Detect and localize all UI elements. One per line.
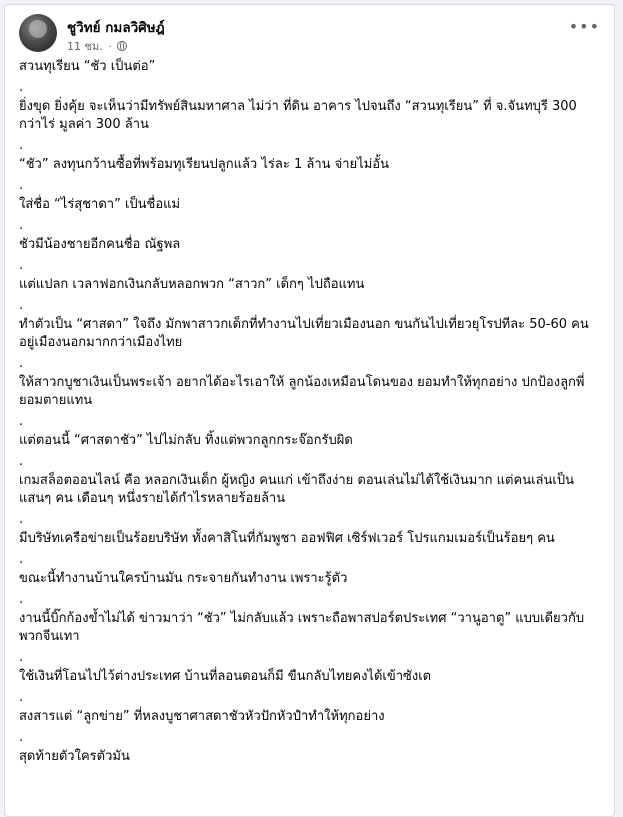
- post-paragraph: “ชัว” ลงทุนกว้านซื้อที่พร้อมทุเรียนปลูกแล้ว ไร่ละ 1 ล้าน จ่ายไม่อั้น: [19, 157, 389, 172]
- paragraph-dot: .: [19, 178, 24, 193]
- post-paragraph: ทำตัวเป็น “ศาสดา” ใจถึง มักพาสาวกเด็กที่ทำงานไปเที่ยวเมืองนอก ขนกันไปเที่ยวยุโรปทีละ 50-60 คน อยู่เมืองนอกมากกว่าเมืองไทย: [19, 317, 589, 350]
- paragraph-dot: .: [19, 454, 24, 469]
- avatar[interactable]: [19, 14, 57, 52]
- paragraph-dot: .: [19, 298, 24, 313]
- paragraph-dot: .: [19, 80, 24, 95]
- paragraph-dot: .: [19, 730, 24, 745]
- post-paragraph: แต่แปลก เวลาฟอกเงินกลับหลอกพวก “สาวก” เด็กๆ ไปถือแทน: [19, 277, 365, 292]
- paragraph-dot: .: [19, 690, 24, 705]
- post-card: [4, 4, 615, 817]
- post-header: [19, 14, 599, 54]
- globe-icon[interactable]: [117, 41, 127, 51]
- post-paragraph: มีบริษัทเครือข่ายเป็นร้อยบริษัท ทั้งคาสิโนที่กัมพูชา ออฟฟิศ เซิร์ฟเวอร์ โปรแกมเมอร์เป็นร้อยๆ คน: [19, 531, 555, 546]
- post-timestamp[interactable]: 11 ชม.: [67, 40, 103, 53]
- post-paragraph: สวนทุเรียน “ชัว เป็นต่อ”: [19, 59, 156, 74]
- paragraph-dot: .: [19, 138, 24, 153]
- author-name[interactable]: ชูวิทย์ กมลวิศิษฎ์: [67, 20, 165, 36]
- paragraph-dot: .: [19, 650, 24, 665]
- paragraph-dot: .: [19, 592, 24, 607]
- post-paragraph: สุดท้ายตัวใครตัวมัน: [19, 749, 130, 764]
- paragraph-dot: .: [19, 552, 24, 567]
- post-paragraph: งานนี้บิ๊กก้องข้ำไม่ได้ ข่าวมาว่า “ชัว” ไม่กลับแล้ว เพราะถือพาสปอร์ตประเทศ “วานูอาตู” แบบเดียวกับพวกจีนเทา: [19, 611, 585, 644]
- post-paragraph: สงสารแต่ “ลูกข่าย” ที่หลงบูชาศาสดาชัวหัวปักหัวปำทำให้ทุกอย่าง: [19, 709, 385, 724]
- post-paragraph: เกมสล็อตออนไลน์ คือ หลอกเงินเด็ก ผู้หญิง คนแก่ เข้าถึงง่าย ตอนเล่นไม่ได้ใช้เงินมาก แต่คนเล่นเป็นแสนๆ คน เดือนๆ หนึ่งรายได้กำไรหลายร้อยล้าน: [19, 473, 574, 506]
- more-options-icon[interactable]: •••: [568, 17, 600, 36]
- meta-separator: ·: [108, 40, 112, 53]
- post-paragraph: ใส่ชื่อ “ไร่สุชาดา” เป็นชื่อแม่: [19, 197, 181, 212]
- post-paragraph: ชัวมีน้องชายอีกคนชื่อ ณัฐพล: [19, 237, 181, 252]
- paragraph-dot: .: [19, 258, 24, 273]
- paragraph-dot: .: [19, 512, 24, 527]
- paragraph-dot: .: [19, 218, 24, 233]
- post-body: [19, 58, 601, 766]
- paragraph-dot: .: [19, 356, 24, 371]
- paragraph-dot: .: [19, 414, 24, 429]
- post-paragraph: ขณะนี้ทำงานบ้านใครบ้านมัน กระจายกันทำงาน เพราะรู้ตัว: [19, 571, 348, 586]
- post-paragraph: ให้สาวกบูชาเงินเป็นพระเจ้า อยากได้อะไรเอาให้ ลูกน้องเหมือนโดนของ ยอมทำให้ทุกอย่าง ปกป้องลูกพี่ยอมตายแทน: [19, 375, 585, 408]
- post-paragraph: ใช้เงินที่โอนไปไว้ต่างประเทศ บ้านที่ลอนดอนก็มี ขืนกลับไทยคงได้เข้าซังเต: [19, 669, 432, 684]
- post-paragraph: ยิ่งขุด ยิ่งคุ้ย จะเห็นว่ามีทรัพย์สินมหาศาล ไม่ว่า ที่ดิน อาคาร ไปจนถึง “สวนทุเรียน” ที่ จ.จันทบุรี 300 กว่าไร่ มูลค่า 300 ล้าน: [19, 99, 577, 132]
- post-paragraph: แต่ตอนนี้ “ศาสดาชัว” ไปไม่กลับ ทิ้งแต่พวกลูกกระจ๊อกรับผิด: [19, 433, 353, 448]
- post-meta: [67, 37, 127, 55]
